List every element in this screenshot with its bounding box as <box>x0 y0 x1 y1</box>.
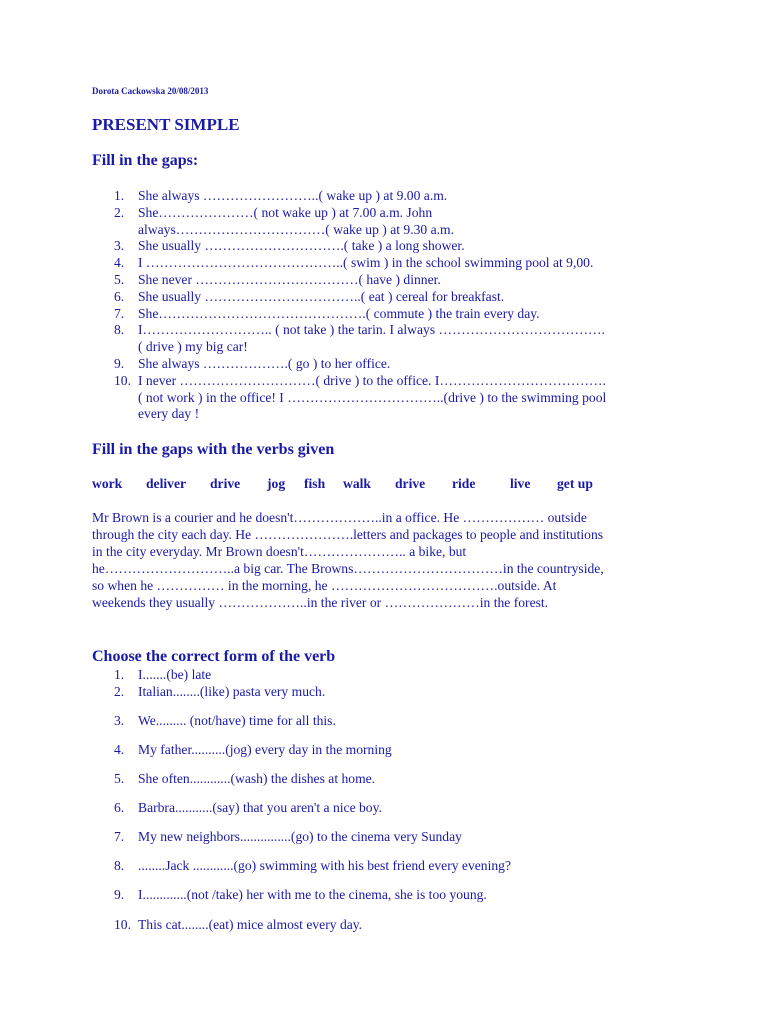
paragraph-line: so when he …………… in the morning, he ……………………………….outside. At <box>92 577 557 593</box>
item-text: every day ! <box>138 406 200 422</box>
verb-word: jog <box>267 476 286 491</box>
paragraph-line: through the city each day. He ………………….letters and packages to people and institutions <box>92 526 604 542</box>
item-text: I.......(be) late <box>138 667 212 682</box>
item-number: 9. <box>114 355 125 371</box>
section1-heading: Fill in the gaps: <box>92 152 199 169</box>
item-number: 9. <box>114 887 125 903</box>
item-text: I ……………………………………..( swim ) in the school swimming pool at 9,00. <box>138 255 594 271</box>
paragraph-line: he………………………..a big car. The Browns……………………………in the countryside, <box>92 560 604 576</box>
item-number: 6. <box>114 288 125 304</box>
item-number: 1. <box>114 188 125 203</box>
list-item <box>92 255 682 272</box>
item-text: This cat........(eat) mice almost every day. <box>138 916 363 932</box>
item-text: I……………………….. ( not take ) the tarin. I always ………………………………. <box>138 322 606 338</box>
item-number: 6. <box>114 800 125 816</box>
list-item <box>92 713 682 730</box>
item-text: Barbra...........(say) that you aren't a nice boy. <box>138 800 382 816</box>
verb-word: deliver <box>146 476 187 491</box>
list-item <box>92 684 682 701</box>
item-text: We......... (not/have) time for all this. <box>138 712 336 728</box>
list-item <box>92 858 682 875</box>
section2-paragraph <box>92 510 682 611</box>
list-item <box>92 887 682 904</box>
item-text: She……………………………………….( commute ) the train every day. <box>138 305 540 321</box>
item-number: 5. <box>114 771 125 787</box>
verb-word: live <box>510 476 531 491</box>
list-item <box>92 272 682 289</box>
verb-word: fish <box>304 476 326 491</box>
item-text: She never ………………………………( have ) dinner. <box>138 271 441 287</box>
item-number: 3. <box>114 238 125 254</box>
item-text: She often............(wash) the dishes at home. <box>138 771 376 787</box>
item-number: 2. <box>114 204 125 220</box>
verb-word: get up <box>557 476 593 491</box>
item-number: 7. <box>114 829 125 845</box>
list-item <box>92 742 682 759</box>
paragraph-line: weekends they usually ………………..in the river or …………………in the forest. <box>92 594 549 610</box>
section3-heading: Choose the correct form of the verb <box>92 648 336 665</box>
item-number: 2. <box>114 683 125 699</box>
item-number: 8. <box>114 858 125 874</box>
page-title: PRESENT SIMPLE <box>92 115 240 134</box>
section2-heading: Fill in the gaps with the verbs given <box>92 441 335 458</box>
item-text: She…………………( not wake up ) at 7.00 a.m. John <box>138 204 433 220</box>
item-text: always……………………………( wake up ) at 9.30 a.m. <box>138 221 455 237</box>
item-number: 1. <box>114 667 125 682</box>
list-item <box>92 829 682 846</box>
list-item <box>92 356 682 373</box>
item-text: My new neighbors...............(go) to the cinema very Sunday <box>138 829 462 845</box>
verb-word: walk <box>343 476 371 491</box>
item-text: She usually ………………………….( take ) a long shower. <box>138 238 465 254</box>
paragraph-line: Mr Brown is a courier and he doesn't………………..in a office. He ……………… outside <box>92 510 587 525</box>
item-text: She usually ……………………………..( eat ) cereal for breakfast. <box>138 288 505 304</box>
item-number: 10. <box>114 372 131 388</box>
list-item <box>92 771 682 788</box>
item-text: My father..........(jog) every day in the morning <box>138 741 392 757</box>
verb-word: drive <box>210 476 241 491</box>
item-number: 4. <box>114 255 125 271</box>
author-line: Dorota Cackowska 20/08/2013 <box>92 86 209 96</box>
item-text: She always ……………….( go ) to her office. <box>138 355 391 371</box>
item-text: ( not work ) in the office! I ……………………………..(drive ) to the swimming pool <box>138 389 607 405</box>
item-number: 7. <box>114 305 125 321</box>
item-number: 5. <box>114 271 125 287</box>
section1-list <box>92 188 682 423</box>
list-item <box>92 306 682 323</box>
verb-word: work <box>92 476 123 491</box>
list-item <box>92 205 682 239</box>
item-text: She always ……………………..( wake up ) at 9.00 a.m. <box>138 188 448 203</box>
list-item <box>92 322 682 356</box>
verb-word: ride <box>452 476 476 491</box>
list-item <box>92 289 682 306</box>
section3-list <box>92 667 682 946</box>
list-item <box>92 238 682 255</box>
list-item <box>92 917 682 934</box>
list-item <box>92 188 682 205</box>
list-item <box>92 373 682 423</box>
item-text: ........Jack ............(go) swimming with his best friend every evening? <box>138 858 511 874</box>
item-text: ( drive ) my big car! <box>138 339 248 355</box>
paragraph-line: in the city everyday. Mr Brown doesn't………………….. a bike, but <box>92 543 467 559</box>
item-text: I never …………………………( drive ) to the office. I………………………………. <box>138 372 606 388</box>
list-item <box>92 800 682 817</box>
item-number: 8. <box>114 322 125 338</box>
item-text: Italian........(like) pasta very much. <box>138 683 326 699</box>
verb-word: drive <box>395 476 426 491</box>
item-number: 10. <box>114 916 131 932</box>
list-item <box>92 667 682 684</box>
item-text: I.............(not /take) her with me to the cinema, she is too young. <box>138 887 487 903</box>
item-number: 3. <box>114 712 125 728</box>
item-number: 4. <box>114 741 125 757</box>
